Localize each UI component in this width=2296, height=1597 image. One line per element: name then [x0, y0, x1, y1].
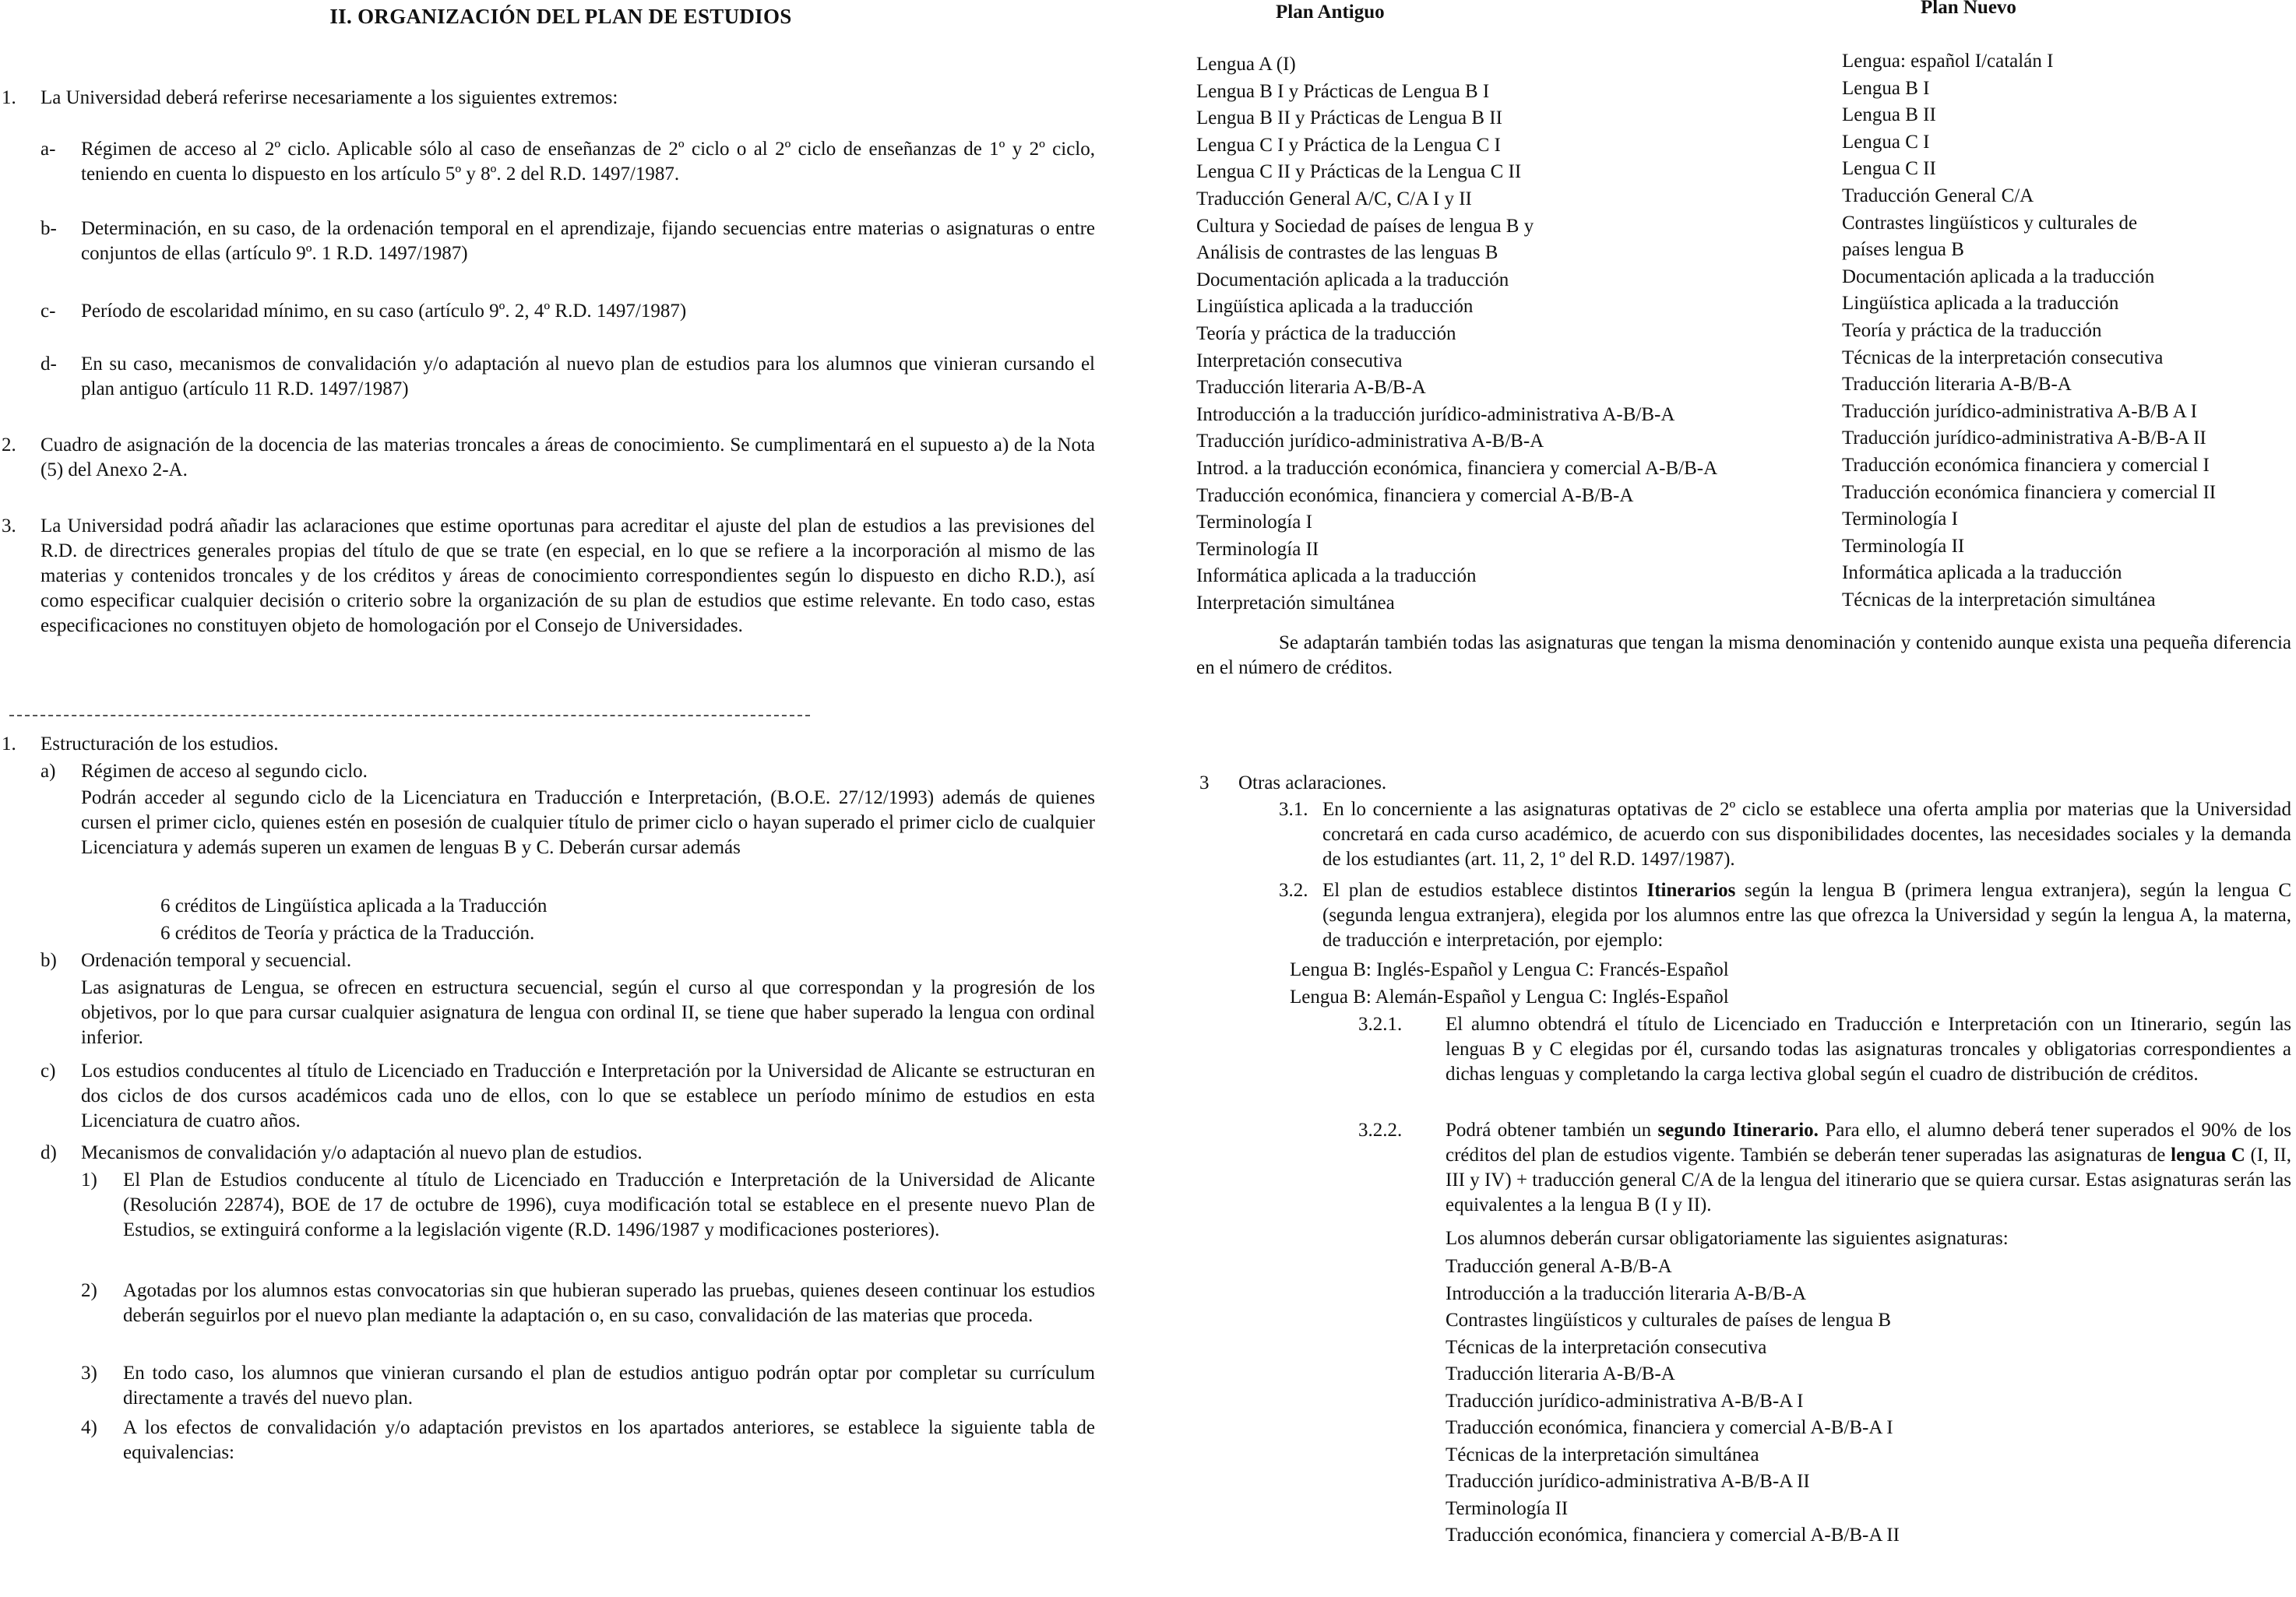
example-2: Lengua B: Alemán-Español y Lengua C: Inglés-Español: [1290, 987, 1729, 1008]
new-plan-subject: Lengua B II: [1842, 104, 1936, 126]
old-plan-subject: Introd. a la traducción económica, financiera y comercial A-B/B-A: [1196, 457, 1718, 479]
old-plan-subject: Traducción jurídico-administrativa A-B/B-A: [1196, 431, 1544, 452]
section-3-2-2-text-pre: Podrá obtener también un: [1446, 1120, 1658, 1141]
item-2-text: Cuadro de asignación de la docencia de las materias troncales a áreas de conocimiento. Se cumplimentará en el supuesto a) de la Nota (5) del Anexo 2-A.: [40, 434, 1095, 480]
new-plan-subject: Traducción jurídico-administrativa A-B/B-A II: [1842, 427, 2206, 449]
section-1d-item-4-number: 4): [81, 1417, 97, 1438]
item-3-text: La Universidad podrá añadir las aclaraciones que estime oportunas para acreditar el ajuste del plan de estudios a las previsiones del R.D. de directrices generales propias del título de que se trate (en especial, en lo que se refiere a la incorporación al mismo de las materias y contenidos troncales y de los créditos y áreas de conocimiento correspondientes según lo dispuesto en dicho R.D.), así como especificar cualquier decisión o criterio sobre la organización de su plan de estudios que estime relevante. En todo caso, estas especificaciones no constituyen objeto de homologación por el Consejo de Universidades.: [40, 515, 1095, 636]
new-plan-list: [1842, 48, 2216, 614]
old-plan-subject: Documentación aplicada a la traducción: [1196, 269, 1509, 290]
item-1d-letter: d-: [40, 354, 57, 375]
new-plan-subject: Lengua B I: [1842, 77, 1930, 99]
item-1c-text: Período de escolaridad mínimo, en su caso (artículo 9º. 2, 4º R.D. 1497/1987): [81, 301, 687, 322]
new-plan-subject: Técnicas de la interpretación simultánea: [1842, 589, 2156, 610]
item-1d-text: En su caso, mecanismos de convalidación y/o adaptación al nuevo plan de estudios para los alumnos que vinieran cursando el plan antiguo (artículo 11 R.D. 1497/1987): [81, 354, 1095, 399]
item-1a-text: Régimen de acceso al 2º ciclo. Aplicable sólo al caso de enseñanzas de 2º ciclo o al 2º ciclo de enseñanzas de 1º y 2º ciclo, teniendo en cuenta lo dispuesto en los artículo 5º y 8º. 2 del R.D. 1497/1987.: [81, 139, 1095, 185]
section-3-2-text-post: según la lengua B (primera lengua extranjera), según la lengua C (segunda lengua extranjera), elegida por los alumnos entre las que ofrezca la Universidad y según la lengua A, la materna, de traducción e interpretación, por ejemplo:: [1322, 880, 2291, 951]
required-subject: Técnicas de la interpretación consecutiva: [1446, 1336, 1767, 1358]
new-plan-subject: Técnicas de la interpretación consecutiva: [1842, 346, 2164, 368]
old-plan-subject: Lingüística aplicada a la traducción: [1196, 296, 1474, 318]
section-1b-letter: b): [40, 950, 57, 971]
itinerarios-term: Itinerarios: [1646, 880, 1736, 901]
new-plan-subject: Lengua C II: [1842, 158, 1936, 180]
section-1d-letter: d): [40, 1142, 57, 1163]
section-3-2-2-text: [1446, 1118, 2291, 1218]
new-plan-subject: Lengua: español I/catalán I: [1842, 51, 2054, 72]
old-plan-subject: Lengua C I y Práctica de la Lengua C I: [1196, 134, 1501, 156]
section-3-2-number: 3.2.: [1279, 880, 1308, 901]
required-subject: Traducción literaria A-B/B-A: [1446, 1363, 1675, 1384]
required-subject: Contrastes lingüísticos y culturales de países de lengua B: [1446, 1310, 1892, 1331]
required-subject: Traducción económica, financiera y comercial A-B/B-A II: [1446, 1525, 1900, 1546]
old-plan-subject: Cultura y Sociedad de países de lengua B y: [1196, 215, 1534, 237]
new-plan-subject: Traducción jurídico-administrativa A-B/B A I: [1842, 400, 2197, 422]
section-3-heading: Otras aclaraciones.: [1238, 772, 1387, 793]
new-plan-title: Plan Nuevo: [1921, 0, 2016, 18]
required-subjects-list: [1446, 1254, 1900, 1550]
section-1b-heading: Ordenación temporal y secuencial.: [81, 950, 352, 971]
section-divider: [9, 715, 810, 716]
section-1d-heading: Mecanismos de convalidación y/o adaptación al nuevo plan de estudios.: [81, 1142, 643, 1163]
section-3-number: 3: [1199, 772, 1210, 793]
new-plan-subject: Traducción literaria A-B/B-A: [1842, 374, 2072, 396]
item-1c-letter: c-: [40, 301, 56, 322]
old-plan-list: [1196, 51, 1717, 617]
new-plan-subject: Traducción económica financiera y comercial II: [1842, 481, 2217, 503]
section-1d-item-2-text: Agotadas por los alumnos estas convocatorias sin que hubieran superado las pruebas, quienes deseen continuar los estudios deberán seguirlos por el nuevo plan mediante la adaptación o, en su caso, convalidación de las materias que proceda.: [123, 1280, 1095, 1326]
section-1a-letter: a): [40, 761, 56, 782]
old-plan-subject: Terminología I: [1196, 512, 1312, 533]
new-plan-subject: Informática aplicada a la traducción: [1842, 562, 2122, 584]
new-plan-subject: Traducción económica financiera y comercial I: [1842, 454, 2210, 476]
section-1-number: 1.: [2, 733, 16, 755]
required-subject: Terminología II: [1446, 1497, 1569, 1519]
section-1d-item-1-number: 1): [81, 1170, 97, 1191]
required-subject: Traducción general A-B/B-A: [1446, 1256, 1672, 1277]
section-1a-heading: Régimen de acceso al segundo ciclo.: [81, 761, 368, 782]
credit-line-2: 6 créditos de Teoría y práctica de la Traducción.: [160, 923, 535, 944]
required-subject: Traducción jurídico-administrativa A-B/B-A II: [1446, 1471, 1810, 1492]
segundo-itinerario-term: segundo Itinerario.: [1657, 1120, 1819, 1141]
required-subject: Introducción a la traducción literaria A-B/B-A: [1446, 1282, 1807, 1304]
old-plan-subject: Lengua A (I): [1196, 54, 1296, 75]
old-plan-subject: Análisis de contrastes de las lenguas B: [1196, 242, 1498, 264]
section-1a-text: Podrán acceder al segundo ciclo de la Licenciatura en Traducción e Interpretación, (B.O.E. 27/12/1993) además de quienes cursen el primer ciclo, quienes estén en posesión de cualquier título de primer ciclo o hayan superado el primer ciclo de cualquier Licenciatura y además superen un examen de lenguas B y C. Deberán cursar además: [81, 787, 1095, 858]
section-3-2-1-text: El alumno obtendrá el título de Licenciado en Traducción e Interpretación con un Itinerario, según las lenguas B y C elegidas por él, cursando todas las asignaturas troncales y obligatorias correspondientes a dichas lenguas y completando la carga lectiva global según el cuadro de distribución de créditos.: [1446, 1014, 2291, 1085]
credit-line-1: 6 créditos de Lingüística aplicada a la Traducción: [160, 895, 548, 916]
old-plan-subject: Terminología II: [1196, 538, 1319, 560]
new-plan-subject: Terminología II: [1842, 535, 1965, 557]
old-plan-subject: Lengua B II y Prácticas de Lengua B II: [1196, 107, 1502, 129]
section-1d-item-2-number: 2): [81, 1280, 97, 1301]
old-plan-subject: Interpretación consecutiva: [1196, 350, 1403, 371]
item-1b-letter: b-: [40, 218, 57, 239]
new-plan-subject: Lengua C I: [1842, 131, 1930, 153]
new-plan-subject: Contrastes lingüísticos y culturales de: [1842, 212, 2138, 234]
section-3-2-1-number: 3.2.1.: [1358, 1014, 1403, 1035]
new-plan-subject: Traducción General C/A: [1842, 185, 2034, 206]
section-1c-letter: c): [40, 1061, 56, 1082]
section-3-2-2-number: 3.2.2.: [1358, 1120, 1403, 1141]
section-1d-item-3-text: En todo caso, los alumnos que vinieran cursando el plan de estudios antiguo podrán optar por completar su currículum directamente a través del nuevo plan.: [123, 1363, 1095, 1409]
old-plan-subject: Traducción General A/C, C/A I y II: [1196, 188, 1472, 209]
section-3-1-text: En lo concerniente a las asignaturas optativas de 2º ciclo se establece una oferta amplia por materias que la Universidad concretará en cada curso académico, de acuerdo con sus disponibilidades docentes, las necesidades sociales y la demanda de los estudiantes (art. 11, 2, 1º del R.D. 1497/1987).: [1322, 799, 2291, 870]
required-subject: Técnicas de la interpretación simultánea: [1446, 1444, 1759, 1465]
required-subject: Traducción económica, financiera y comercial A-B/B-A I: [1446, 1417, 1893, 1438]
item-1b-text: Determinación, en su caso, de la ordenación temporal en el aprendizaje, fijando secuencias entre materias o asignaturas o entre conjuntos de ellas (artículo 9º. 1 R.D. 1497/1987): [81, 218, 1095, 264]
new-plan-subject: Lingüística aplicada a la traducción: [1842, 293, 2119, 315]
section-1c-text: Los estudios conducentes al título de Licenciado en Traducción e Interpretación por la Universidad de Alicante se estructuran en dos ciclos de dos cursos académicos cada uno de ellos, con lo que se establece un período mínimo de estudios en esta Licenciatura de cuatro años.: [81, 1061, 1095, 1131]
section-3-1-number: 3.1.: [1279, 799, 1308, 820]
new-plan-subject: Terminología I: [1842, 508, 1958, 530]
item-1a-letter: a-: [40, 139, 56, 160]
new-plan-subject: países lengua B: [1842, 239, 1964, 261]
old-plan-subject: Lengua C II y Prácticas de la Lengua C II: [1196, 161, 1522, 183]
old-plan-subject: Informática aplicada a la traducción: [1196, 565, 1477, 587]
section-1-heading: Estructuración de los estudios.: [40, 733, 279, 755]
section-1d-item-3-number: 3): [81, 1363, 97, 1384]
required-subject: Traducción jurídico-administrativa A-B/B-A I: [1446, 1390, 1804, 1412]
required-subjects-intro: Los alumnos deberán cursar obligatoriamente las siguientes asignaturas:: [1446, 1228, 2009, 1249]
section-3-2-2-text-mid: Para ello, el alumno deberá tener superados el 90% de los créditos del plan de estudios vigente. También se deberán tener superadas las asignaturas de: [1446, 1120, 2291, 1166]
page-title: II. ORGANIZACIÓN DEL PLAN DE ESTUDIOS: [329, 5, 792, 28]
lengua-c-term: lengua C: [2171, 1145, 2245, 1166]
adaptation-note: Se adaptarán también todas las asignaturas que tengan la misma denominación y contenido aunque exista una pequeña diferencia en el número de créditos.: [1196, 632, 2291, 678]
old-plan-subject: Traducción literaria A-B/B-A: [1196, 377, 1426, 399]
new-plan-subject: Documentación aplicada a la traducción: [1842, 266, 2155, 287]
section-3-2-text: [1322, 878, 2291, 953]
section-1d-item-1-text: El Plan de Estudios conducente al título de Licenciado en Traducción e Interpretación de la Universidad de Alicante (Resolución 22874), BOE de 17 de octubre de 1996), cuya modificación total se establece en el presente nuevo Plan de Estudios, se extinguirá conforme a la legislación vigente (R.D. 1496/1987 y modificaciones posteriores).: [123, 1170, 1095, 1240]
example-1: Lengua B: Inglés-Español y Lengua C: Francés-Español: [1290, 959, 1729, 980]
old-plan-title: Plan Antiguo: [1276, 2, 1385, 23]
section-3-2-2-text-post: (I, II, III y IV) + traducción general C/A de la lengua del itinerario que se quiera cursar. Estas asignaturas serán las equivalentes a la lengua B (I y II).: [1446, 1145, 2291, 1215]
item-1-number: 1.: [2, 87, 16, 108]
old-plan-subject: Introducción a la traducción jurídico-administrativa A-B/B-A: [1196, 403, 1675, 425]
old-plan-subject: Traducción económica, financiera y comercial A-B/B-A: [1196, 484, 1634, 506]
item-3-number: 3.: [2, 515, 16, 536]
old-plan-subject: Teoría y práctica de la traducción: [1196, 322, 1456, 344]
item-2-number: 2.: [2, 434, 16, 456]
section-1b-text: Las asignaturas de Lengua, se ofrecen en estructura secuencial, según el curso al que correspondan y la progresión de los objetivos, por lo que para cursar cualquier asignatura de lengua con ordinal II, se tiene que haber superado la lengua con ordinal inferior.: [81, 977, 1095, 1048]
old-plan-subject: Interpretación simultánea: [1196, 592, 1395, 614]
section-3-2-text-pre: El plan de estudios establece distintos: [1322, 880, 1647, 901]
section-1d-item-4-text: A los efectos de convalidación y/o adaptación previstos en los apartados anteriores, se establece la siguiente tabla de equivalencias:: [123, 1417, 1095, 1463]
item-1-text: La Universidad deberá referirse necesariamente a los siguientes extremos:: [40, 87, 618, 108]
new-plan-subject: Teoría y práctica de la traducción: [1842, 319, 2102, 341]
old-plan-subject: Lengua B I y Prácticas de Lengua B I: [1196, 80, 1490, 102]
